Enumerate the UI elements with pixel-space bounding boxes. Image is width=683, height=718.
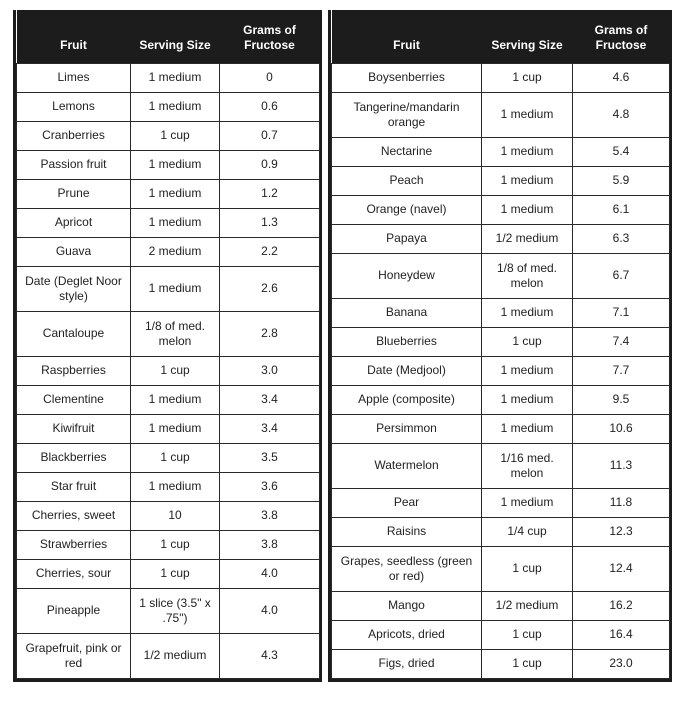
table-row (17, 92, 320, 121)
header-row (332, 10, 670, 63)
fruit-cell: Date (Deglet Noor style) (17, 266, 131, 311)
fructose-grams-cell: 5.9 (573, 166, 670, 195)
serving-size-cell: 1/8 of med. melon (482, 253, 573, 298)
serving-size-cell: 1 medium (131, 208, 220, 237)
fruit-cell: Passion fruit (17, 150, 131, 179)
table-row (17, 311, 320, 356)
table-row (17, 356, 320, 385)
fruit-cell: Banana (332, 298, 482, 327)
fruit-cell: Papaya (332, 224, 482, 253)
serving-size-cell: 1/2 medium (482, 591, 573, 620)
fruit-cell: Cherries, sour (17, 559, 131, 588)
table-row (17, 237, 320, 266)
fructose-grams-cell: 10.6 (573, 414, 670, 443)
fructose-grams-cell: 7.1 (573, 298, 670, 327)
serving-size-cell: 1 cup (482, 63, 573, 92)
fructose-grams-cell: 11.3 (573, 443, 670, 488)
fruit-cell: Blueberries (332, 327, 482, 356)
fruit-cell: Kiwifruit (17, 414, 131, 443)
fructose-grams-cell: 4.3 (220, 633, 320, 678)
table-row (332, 414, 670, 443)
fructose-grams-cell: 12.4 (573, 546, 670, 591)
fruit-cell: Blackberries (17, 443, 131, 472)
fruit-cell: Pineapple (17, 588, 131, 633)
table-row (332, 488, 670, 517)
fructose-grams-cell: 0.9 (220, 150, 320, 179)
table-row (17, 179, 320, 208)
serving-size-cell: 1 medium (131, 150, 220, 179)
serving-size-cell: 1 cup (482, 327, 573, 356)
table-row (17, 501, 320, 530)
fruit-cell: Grapes, seedless (green or red) (332, 546, 482, 591)
serving-size-cell: 1 medium (131, 92, 220, 121)
table-row (332, 63, 670, 92)
serving-size-cell: 1 medium (482, 298, 573, 327)
fructose-grams-cell: 6.1 (573, 195, 670, 224)
fruit-cell: Raspberries (17, 356, 131, 385)
serving-size-cell: 1 slice (3.5" x .75") (131, 588, 220, 633)
table-row (332, 620, 670, 649)
fruit-cell: Pear (332, 488, 482, 517)
fructose-grams-cell: 1.2 (220, 179, 320, 208)
table-row (17, 472, 320, 501)
table-row (17, 121, 320, 150)
fruit-cell: Grapefruit, pink or red (17, 633, 131, 678)
header-fruit: Fruit (332, 10, 482, 63)
fructose-grams-cell: 3.8 (220, 501, 320, 530)
serving-size-cell: 1 medium (482, 137, 573, 166)
serving-size-cell: 1 medium (482, 356, 573, 385)
table-row (17, 63, 320, 92)
header-grams-of-fructose: Grams of Fructose (573, 10, 670, 63)
fructose-grams-cell: 0.7 (220, 121, 320, 150)
fructose-grams-cell: 2.2 (220, 237, 320, 266)
table-row (17, 150, 320, 179)
serving-size-cell: 1 cup (131, 559, 220, 588)
fruit-cell: Orange (navel) (332, 195, 482, 224)
fructose-grams-cell: 16.2 (573, 591, 670, 620)
serving-size-cell: 1 medium (131, 179, 220, 208)
table-row (332, 356, 670, 385)
fructose-grams-cell: 6.7 (573, 253, 670, 298)
fructose-grams-cell: 7.7 (573, 356, 670, 385)
fructose-grams-cell: 3.5 (220, 443, 320, 472)
table-row (332, 92, 670, 137)
fructose-grams-cell: 23.0 (573, 649, 670, 678)
serving-size-cell: 1 medium (131, 385, 220, 414)
right-table-body (332, 63, 670, 678)
serving-size-cell: 1 cup (482, 649, 573, 678)
table-row (17, 266, 320, 311)
table-row (17, 208, 320, 237)
fruit-cell: Star fruit (17, 472, 131, 501)
serving-size-cell: 1 medium (482, 488, 573, 517)
serving-size-cell: 1/4 cup (482, 517, 573, 546)
fructose-grams-cell: 4.0 (220, 588, 320, 633)
fruit-cell: Apricot (17, 208, 131, 237)
header-grams-of-fructose: Grams of Fructose (220, 10, 320, 63)
header-fruit: Fruit (17, 10, 131, 63)
serving-size-cell: 1 medium (131, 266, 220, 311)
fructose-grams-cell: 3.6 (220, 472, 320, 501)
table-row (332, 224, 670, 253)
serving-size-cell: 1 medium (131, 63, 220, 92)
serving-size-cell: 1 cup (482, 546, 573, 591)
fruit-cell: Cantaloupe (17, 311, 131, 356)
fruit-cell: Clementine (17, 385, 131, 414)
fruit-cell: Peach (332, 166, 482, 195)
serving-size-cell: 1/2 medium (131, 633, 220, 678)
serving-size-cell: 1/8 of med. melon (131, 311, 220, 356)
fruit-cell: Strawberries (17, 530, 131, 559)
table-row (17, 588, 320, 633)
serving-size-cell: 1 cup (482, 620, 573, 649)
right-fructose-table (328, 10, 672, 682)
fruit-cell: Lemons (17, 92, 131, 121)
fructose-grams-cell: 6.3 (573, 224, 670, 253)
fructose-grams-cell: 4.8 (573, 92, 670, 137)
table-row (332, 195, 670, 224)
fructose-grams-cell: 3.0 (220, 356, 320, 385)
fruit-cell: Cranberries (17, 121, 131, 150)
table-row (332, 591, 670, 620)
fruit-cell: Honeydew (332, 253, 482, 298)
fruit-cell: Persimmon (332, 414, 482, 443)
serving-size-cell: 1 medium (482, 166, 573, 195)
fructose-grams-cell: 5.4 (573, 137, 670, 166)
serving-size-cell: 1 medium (482, 195, 573, 224)
serving-size-cell: 1 cup (131, 443, 220, 472)
serving-size-cell: 1 medium (482, 414, 573, 443)
fruit-cell: Nectarine (332, 137, 482, 166)
fructose-grams-cell: 12.3 (573, 517, 670, 546)
serving-size-cell: 1/2 medium (482, 224, 573, 253)
fructose-grams-cell: 3.4 (220, 385, 320, 414)
serving-size-cell: 1 medium (131, 472, 220, 501)
fructose-grams-cell: 16.4 (573, 620, 670, 649)
table-row (332, 327, 670, 356)
header-row (17, 10, 320, 63)
table-row (332, 649, 670, 678)
serving-size-cell: 1 cup (131, 121, 220, 150)
table-row (17, 385, 320, 414)
table-row (332, 137, 670, 166)
table-row (17, 530, 320, 559)
serving-size-cell: 10 (131, 501, 220, 530)
left-table-body (17, 63, 320, 678)
fructose-grams-cell: 2.6 (220, 266, 320, 311)
serving-size-cell: 1 medium (482, 385, 573, 414)
fructose-grams-cell: 3.4 (220, 414, 320, 443)
serving-size-cell: 1 cup (131, 356, 220, 385)
fruit-cell: Boysenberries (332, 63, 482, 92)
table-row (332, 517, 670, 546)
table-row (332, 166, 670, 195)
fructose-grams-cell: 11.8 (573, 488, 670, 517)
serving-size-cell: 1/16 med. melon (482, 443, 573, 488)
table-row (332, 298, 670, 327)
fruit-cell: Limes (17, 63, 131, 92)
fructose-grams-cell: 7.4 (573, 327, 670, 356)
fruit-cell: Cherries, sweet (17, 501, 131, 530)
table-row (332, 443, 670, 488)
header-serving-size: Serving Size (131, 10, 220, 63)
fruit-cell: Guava (17, 237, 131, 266)
fruit-cell: Mango (332, 591, 482, 620)
fructose-grams-cell: 4.0 (220, 559, 320, 588)
serving-size-cell: 1 medium (131, 414, 220, 443)
header-serving-size: Serving Size (482, 10, 573, 63)
fruit-cell: Date (Medjool) (332, 356, 482, 385)
fructose-grams-cell: 0.6 (220, 92, 320, 121)
fructose-grams-cell: 4.6 (573, 63, 670, 92)
fruit-cell: Apricots, dried (332, 620, 482, 649)
fructose-grams-cell: 9.5 (573, 385, 670, 414)
table-row (17, 443, 320, 472)
fructose-grams-cell: 2.8 (220, 311, 320, 356)
table-row (332, 253, 670, 298)
table-row (332, 546, 670, 591)
table-row (17, 559, 320, 588)
fruit-cell: Watermelon (332, 443, 482, 488)
table-row (17, 414, 320, 443)
fruit-cell: Apple (composite) (332, 385, 482, 414)
fructose-grams-cell: 3.8 (220, 530, 320, 559)
serving-size-cell: 2 medium (131, 237, 220, 266)
table-row (332, 385, 670, 414)
fruit-cell: Prune (17, 179, 131, 208)
left-fructose-table (13, 10, 322, 682)
serving-size-cell: 1 medium (482, 92, 573, 137)
fructose-grams-cell: 0 (220, 63, 320, 92)
fruit-cell: Figs, dried (332, 649, 482, 678)
fruit-cell: Tangerine/mandarin orange (332, 92, 482, 137)
fructose-grams-cell: 1.3 (220, 208, 320, 237)
fruit-cell: Raisins (332, 517, 482, 546)
serving-size-cell: 1 cup (131, 530, 220, 559)
table-row (17, 633, 320, 678)
